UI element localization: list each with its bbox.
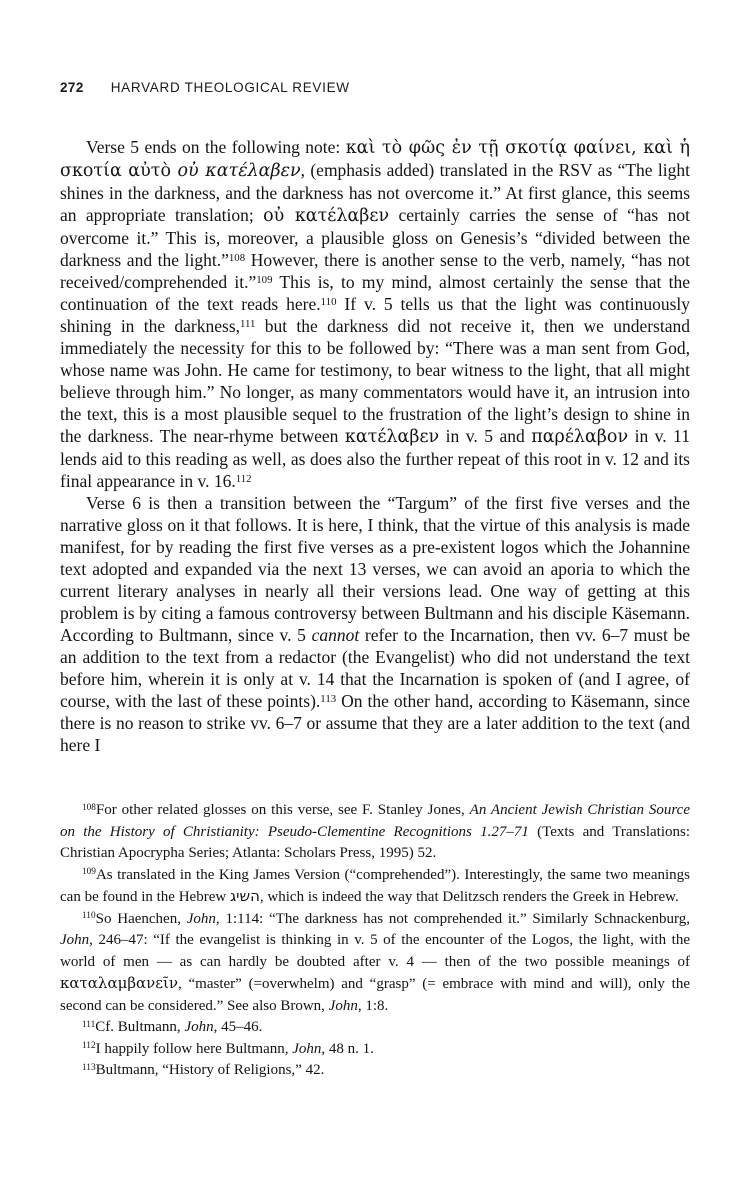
text-run: Verse 5 ends on the following note: bbox=[86, 137, 346, 157]
text-run: κατέλαβεν bbox=[344, 427, 440, 447]
text-run: παρέλαβον bbox=[531, 427, 629, 447]
text-run: Verse 6 is then a transition between the “Targum” of the first five verses and the narrative gloss on it that follows. It is here, I think, that the virtue of this analysis is made manifest, for by reading the first five verses as a pre-existent logos which the Johannine text adopted and expanded via the next 13 verses, we can avoid an aporia to which the current literary analyses in nearly all their versions lead. One way of getting at this problem is by citing a famous controversy between Bultmann and his disciple Käsemann. According to Bultmann, since v. 5 bbox=[60, 493, 690, 645]
text-run: οὐ κατέλαβεν bbox=[263, 206, 390, 226]
text-run: , (emphasis added) translated in the RSV as “The light shines in the darkness, and the darkness has not overcome it.” At first glance, this seems an appropriate translation; bbox=[60, 160, 690, 225]
text-run: On the other hand, according to Käsemann, since there is no reason to strike vv. 6–7 or assume that they are a later addition to the text (and here I bbox=[60, 691, 690, 755]
text-run: , 48 n. 1. bbox=[321, 1040, 374, 1057]
footnotes-block bbox=[60, 800, 690, 1082]
text-run: I happily follow here Bultmann, bbox=[95, 1040, 293, 1057]
text-run: An Ancient Jewish Christian Source on the History of Christianity: Pseudo-Clementine Recognitions 1.27–71 bbox=[60, 802, 690, 840]
footnote-reference: 109 bbox=[256, 274, 273, 287]
text-run: certainly carries the sense of “has not overcome it.” This is, moreover, a plausible gloss on Genesis’s “divided between the darkness and the light.” bbox=[60, 205, 690, 270]
footnote-number: 112 bbox=[82, 1041, 96, 1052]
text-run: Cf. Bultmann, bbox=[95, 1019, 185, 1035]
text-run: John bbox=[60, 932, 90, 948]
footnote bbox=[60, 1017, 690, 1039]
footnote bbox=[60, 865, 690, 909]
footnote bbox=[60, 800, 690, 865]
footnote-number: 108 bbox=[82, 802, 96, 813]
text-run: in v. 11 lends aid to this reading as well, as does also the further repeat of this root in v. 12 and its final appearance in v. 16. bbox=[60, 426, 691, 491]
footnote-number: 110 bbox=[82, 911, 96, 922]
text-run: καταλαμβανεῖν bbox=[60, 974, 179, 992]
text-run: , 1:114: “The darkness has not comprehended it.” Similarly Schnackenburg, bbox=[215, 910, 690, 927]
text-run: So Haenchen, bbox=[95, 910, 187, 927]
paragraph bbox=[60, 136, 690, 492]
footnote-reference: 110 bbox=[320, 296, 337, 309]
text-run: (Texts and Translations: Christian Apocrypha Series; Atlanta: Scholars Press, 1995) 52. bbox=[60, 823, 690, 861]
article-body bbox=[60, 136, 690, 756]
text-run: John bbox=[184, 1019, 214, 1035]
text-run: cannot bbox=[311, 625, 360, 645]
footnote-reference: 112 bbox=[235, 473, 252, 486]
text-run: If v. 5 tells us that the light was continuously shining in the darkness, bbox=[60, 294, 690, 336]
journal-title: HARVARD THEOLOGICAL REVIEW bbox=[110, 80, 350, 95]
text-run: , “master” (=overwhelm) and “grasp” (= embrace with mind and will), only the second can be considered.” See also Brown, bbox=[60, 976, 690, 1014]
text-run: John bbox=[186, 910, 216, 927]
text-run: However, there is another sense to the verb, namely, “has not received/comprehended it.” bbox=[60, 250, 691, 292]
footnote-number: 113 bbox=[82, 1062, 96, 1073]
text-run: οὐ κατέλαβεν bbox=[177, 161, 301, 181]
text-run: καὶ τὸ φῶς ἐν τῇ σκοτίᾳ φαίνει, καὶ ἡ σκοτία αὐτὸ bbox=[60, 138, 690, 181]
text-run: , 246–47: “If the evangelist is thinking in v. 5 of the encounter of the Logos, the light, with the world of men — as can hardly be doubted after v. 4 — then of the two possible meanings of bbox=[60, 932, 690, 970]
text-run: For other related glosses on this verse, see F. Stanley Jones, bbox=[95, 802, 470, 818]
footnote-number: 111 bbox=[82, 1019, 96, 1030]
text-run: , 1:8. bbox=[357, 997, 389, 1014]
footnote bbox=[60, 909, 690, 1018]
text-run: Bultmann, “History of Religions,” 42. bbox=[95, 1062, 325, 1078]
text-run: but the darkness did not receive it, then we understand immediately the necessity for this to be followed by: “There was a man sent from God, whose name was John. He came for testimony, to bear witness to the light, that all might believe through him.” No longer, as many commentators would have it, an intrusion into the text, this is a most plausible sequel to the frustration of the light’s design to shine in the darkness. The near-rhyme between bbox=[60, 316, 690, 446]
page-number: 272 bbox=[60, 80, 84, 95]
footnote bbox=[60, 1060, 690, 1082]
text-run: John bbox=[292, 1040, 322, 1057]
text-run: This is, to my mind, almost certainly the sense that the continuation of the text reads here. bbox=[60, 272, 691, 314]
running-head bbox=[60, 0, 690, 95]
footnote-reference: 111 bbox=[240, 318, 256, 331]
paragraph bbox=[60, 492, 690, 756]
footnote-reference: 113 bbox=[320, 693, 337, 706]
footnote-number: 109 bbox=[82, 867, 96, 878]
footnote-reference: 108 bbox=[228, 252, 246, 265]
text-run: in v. 5 and bbox=[439, 426, 532, 446]
footnote bbox=[60, 1039, 690, 1061]
text-run: , 45–46. bbox=[213, 1019, 263, 1035]
text-run: השיג bbox=[229, 887, 260, 905]
text-run: refer to the Incarnation, then vv. 6–7 must be an addition to the text from a redactor (the Evangelist) who did not understand the text before him, wherein it is only at v. 14 that the Incarnation is spoken of (and I agree, of course, with the last of these points). bbox=[60, 625, 690, 711]
text-run: , which is indeed the way that Delitzsch renders the Greek in Hebrew. bbox=[259, 889, 679, 905]
text-run: John bbox=[328, 997, 358, 1014]
text-run: As translated in the King James Version (“comprehended”). Interestingly, the same two meanings can be found in the Hebrew bbox=[60, 866, 690, 905]
